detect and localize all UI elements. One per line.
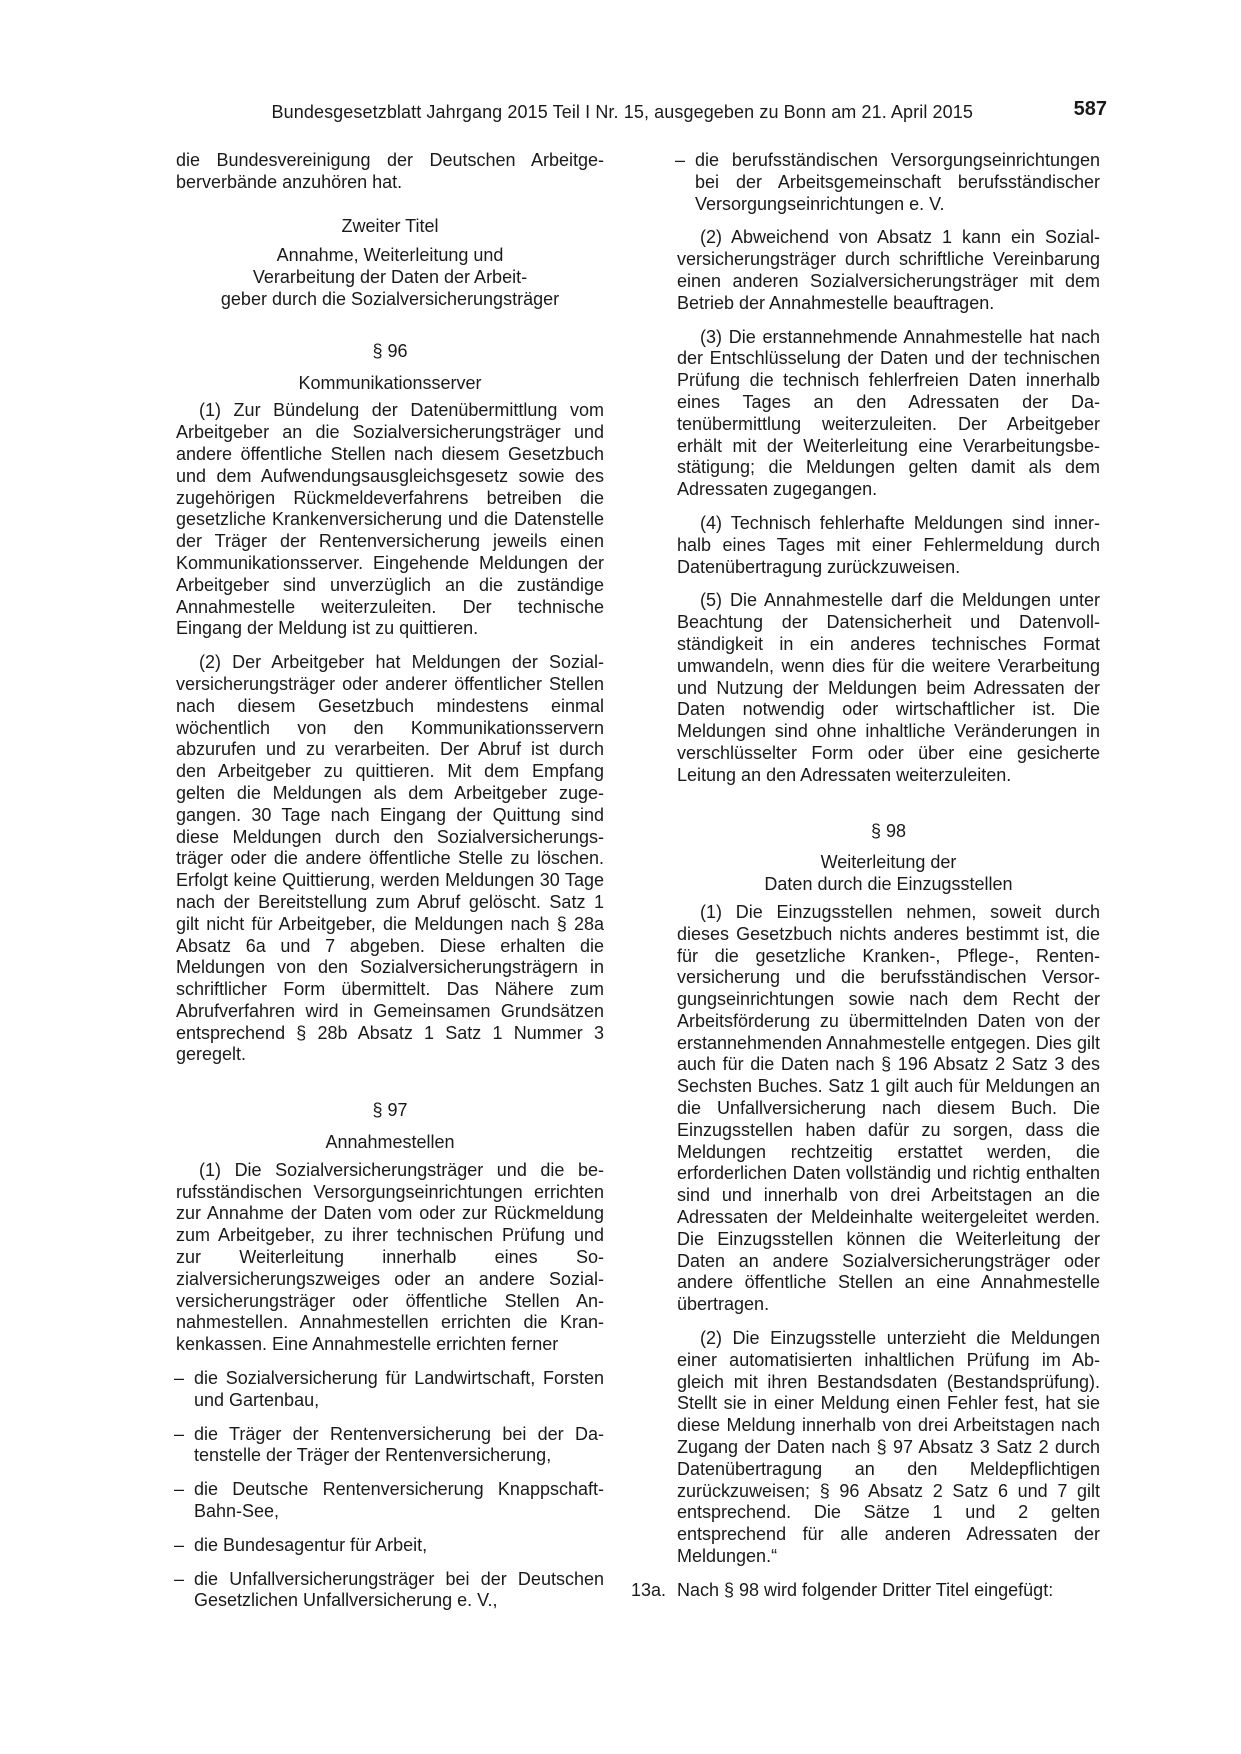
- title-line-3: geber durch die Sozialversicherungsträger: [220, 288, 560, 309]
- right-column: [631, 150, 1100, 1602]
- running-header: Bundesgesetzblatt Jahrgang 2015 Teil I Nr. 15, ausgegeben zu Bonn am 21. April 2015: [271, 102, 973, 122]
- page-header: [0, 98, 1241, 128]
- list-item: – die Träger der Rentenversicherung bei der Datenstelle der Träger der Rentenversicherung,: [174, 1423, 604, 1466]
- list-item: – die berufsständischen Versorgungseinrichtungen bei der Arbeitsgemeinschaft berufsständischer Versorgungseinrichtungen e. V.: [675, 150, 1100, 214]
- amendment-number: 13a.: [631, 1579, 667, 1600]
- section-96-number: § 96: [372, 340, 408, 361]
- section-97-number: § 97: [372, 1100, 408, 1121]
- section-97-paragraph-1: (1) Die Sozialversicherungsträger und die berufsständischen Versorgungseinrichtungen errichten zur Annahme der Daten vom oder zur Rückmeldung zum Arbeitgeber, zu ihrer technischen Prüfung und zur Weiterleitung innerhalb eines Sozialversicherungszweiges oder an andere Sozialversicherungsträger oder öffentliche Stellen Annahmestellen. Annahmestellen errichten die Krankenkassen. Eine Annahmestelle errichten ferner: [176, 1159, 604, 1355]
- section-96-paragraph-2: (2) Der Arbeitgeber hat Meldungen der Sozialversicherungsträger oder anderer öffentlicher Stellen nach diesem Gesetzbuch mindestens einmal wöchentlich von den Kommunikationsservern abzurufen und zu verarbeiten. Der Abruf ist durch den Arbeitgeber zu quittieren. Mit dem Empfang gelten die Meldungen als dem Arbeitgeber zugegangen. 30 Tage nach Eingang der Quittung sind diese Meldungen durch den Sozialversicherungsträger oder die andere öffentliche Stelle zu löschen. Erfolgt keine Quittierung, werden Meldungen 30 Tage nach der Bereitstellung zum Abruf gelöscht. Satz 1 gilt nicht für Arbeitgeber, die Meldungen nach § 28a Absatz 6a und 7 abgeben. Diese erhalten die Meldungen von den Sozialversicherungsträgern in schriftlicher Form übermittelt. Das Nähere zum Abrufverfahren wird in Gemeinsamen Grundsätzen entsprechend § 28b Absatz 1 Satz 1 Nummer 3 geregelt.: [176, 652, 604, 1065]
- section-97-title: Annahmestellen: [325, 1132, 455, 1153]
- section-98-title-line-2: Daten durch die Einzugsstellen: [764, 874, 1013, 895]
- section-97-paragraph-4: (4) Technisch fehlerhafte Meldungen sind innerhalb eines Tages mit einer Fehlermeldung durch Datenübertragung zurückzuweisen.: [677, 512, 1100, 577]
- section-97-paragraph-5: (5) Die Annahmestelle darf die Meldungen unter Beachtung der Datensicherheit und Datenvollständigkeit in ein anderes technisches Format umwandeln, wenn dies für die weitere Verarbeitung und Nutzung der Meldungen beim Adressaten der Daten notwendig oder wirtschaftlicher ist. Die Meldungen sind ohne inhaltliche Veränderungen in verschlüsselter Form oder über eine gesicherte Leitung an den Adressaten weiterzuleiten.: [677, 590, 1100, 785]
- title-line-2: Verarbeitung der Daten der Arbeit-: [252, 267, 528, 288]
- title-label: Zweiter Titel: [341, 215, 439, 236]
- intro-paragraph: die Bundesvereinigung der Deutschen Arbeitgeberverbände anzuhören hat.: [176, 150, 604, 192]
- annahmestellen-list: [176, 1368, 604, 1612]
- list-item: – die Deutsche Rentenversicherung Knappschaft-Bahn-See,: [174, 1479, 604, 1522]
- section-98-title-line-1: Weiterleitung der: [820, 852, 957, 873]
- list-item: – die Unfallversicherungsträger bei der Deutschen Gesetzlichen Unfallversicherung e. V.,: [174, 1568, 604, 1611]
- list-item: – die Sozialversicherung für Landwirtschaft, Forsten und Gartenbau,: [174, 1368, 604, 1410]
- left-column: [176, 150, 604, 1624]
- amendment-item-13a: [631, 1580, 1100, 1602]
- section-96-paragraph-1: (1) Zur Bündelung der Datenübermittlung vom Arbeitgeber an die Sozialversicherungsträger und andere öffentliche Stellen nach diesem Gesetzbuch und dem Aufwendungsausgleichsgesetz sowie des zugehörigen Rückmeldeverfahrens betreiben die gesetzliche Krankenversicherung und die Datenstelle der Träger der Rentenversicherung jeweils einen Kommunikationsserver. Eingehende Meldungen der Arbeitgeber sind unverzüglich an die zuständige Annahmestelle weiterzuleiten. Der technische Eingang der Meldung ist zu quittieren.: [176, 400, 604, 639]
- section-96-title: Kommunikationsserver: [298, 372, 482, 393]
- section-98-paragraph-1: (1) Die Einzugsstellen nehmen, soweit durch dieses Gesetzbuch nichts anderes bestimmt ist, die für die gesetzliche Kranken-, Pflege-, Rentenversicherung und die berufsständischen Versorgungseinrichtungen sowie nach dem Recht der Arbeitsförderung zu übermittelnden Daten von der erstannehmenden Annahmestelle entgegen. Dies gilt auch für die Daten nach § 196 Absatz 2 Satz 3 des Sechsten Buches. Satz 1 gilt auch für Meldungen an die Unfallversicherung nach diesem Buch. Die Einzugsstellen haben dafür zu sorgen, dass die Meldungen rechtzeitig erstattet werden, die erforderlichen Daten vollständig und richtig enthalten sind und innerhalb von drei Arbeitstagen an die Adressaten der Meldeinhalte weitergeleitet werden. Die Einzugsstellen können die Weiterleitung der Daten an andere Sozialversicherungsträger oder andere öffentliche Stellen an eine Annahmestelle übertragen.: [677, 901, 1100, 1315]
- list-item: – die Bundesagentur für Arbeit,: [174, 1534, 428, 1555]
- page-number: 587: [1073, 98, 1107, 120]
- section-98-number: § 98: [870, 820, 907, 841]
- section-97-paragraph-2: (2) Abweichend von Absatz 1 kann ein Sozialversicherungsträger durch schriftliche Vereinbarung einen anderen Sozialversicherungsträger mit dem Betrieb der Annahmestelle beauftragen.: [677, 227, 1100, 313]
- section-97-paragraph-3: (3) Die erstannehmende Annahmestelle hat nach der Entschlüsselung der Daten und der technischen Prüfung die technisch fehlerfreien Daten innerhalb eines Tages an den Adressaten der Datenübermittlung weiterzuleiten. Der Arbeitgeber erhält mit der Weiterleitung eine Verarbeitungsbestätigung; die Meldungen gelten damit als dem Adressaten zugegangen.: [677, 326, 1100, 500]
- section-98-paragraph-2: (2) Die Einzugsstelle unterzieht die Meldungen einer automatisierten inhaltlichen Prüfung im Abgleich mit ihren Bestandsdaten (Bestandsprüfung). Stellt sie in einer Meldung einen Fehler fest, hat sie diese Meldung innerhalb von drei Arbeitstagen nach Zugang der Daten nach § 97 Absatz 3 Satz 2 durch Datenübertragung an den Meldepflichtigen zurückzuweisen; § 96 Absatz 2 Satz 6 und 7 gilt entsprechend. Die Sätze 1 und 2 gelten entsprechend für alle anderen Adressaten der Meldungen.“: [677, 1328, 1100, 1567]
- title-line-1: Annahme, Weiterleitung und: [276, 245, 504, 266]
- amendment-text: Nach § 98 wird folgender Dritter Titel eingefügt:: [677, 1579, 1054, 1600]
